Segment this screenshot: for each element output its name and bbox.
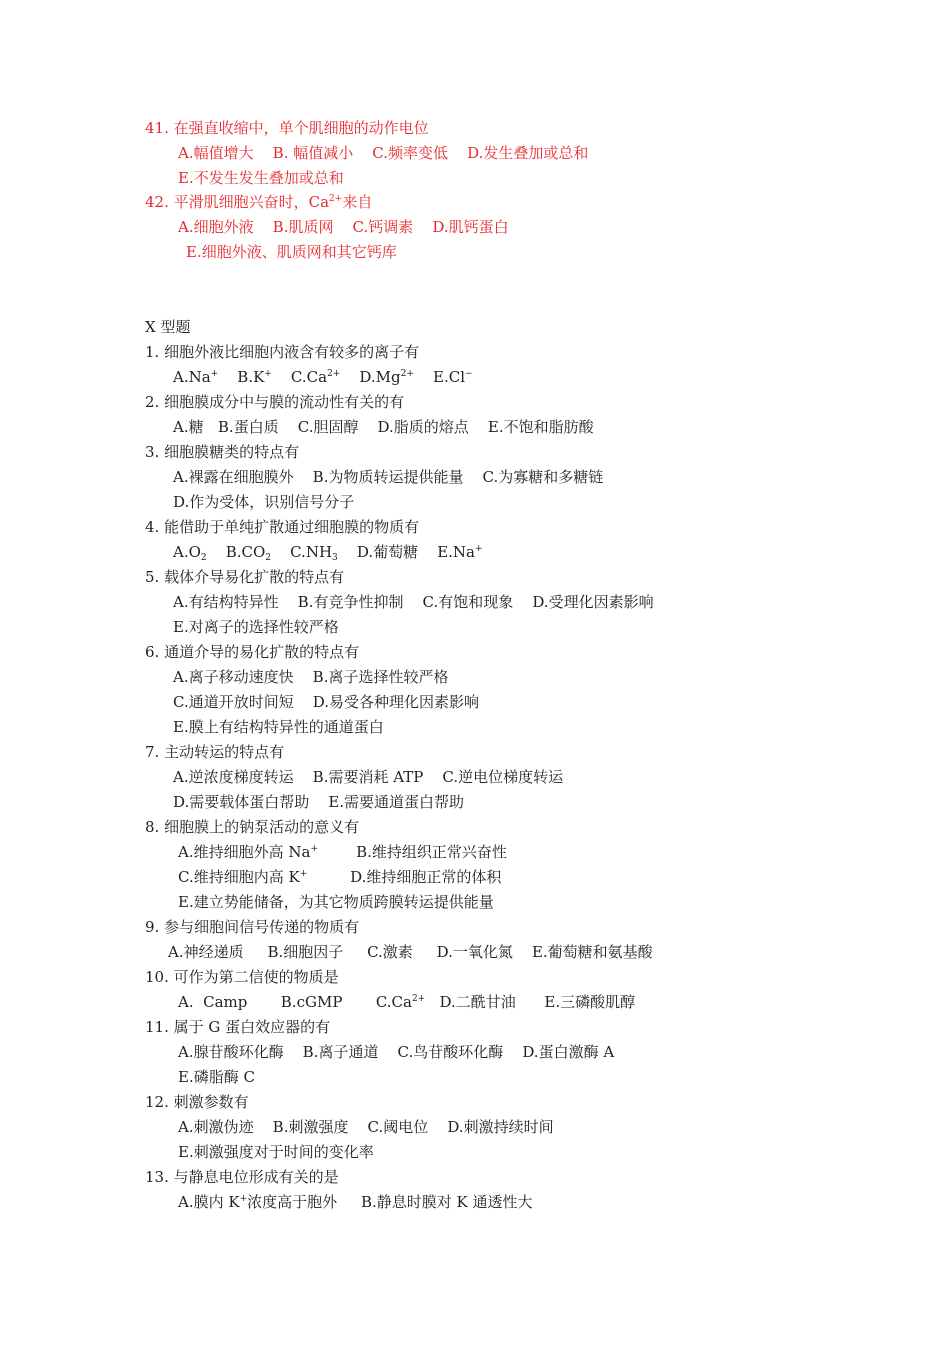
- question-7-options-de: D.需要载体蛋白帮助 E.需要通道蛋白帮助: [173, 793, 465, 811]
- question-9-stem: 9. 参与细胞间信号传递的物质有: [145, 918, 360, 936]
- question-41-options: A.幅值增大 B. 幅值减小 C.频率变低 D.发生叠加或总和: [178, 144, 589, 162]
- question-41-option-e: E.不发生发生叠加或总和: [178, 169, 344, 187]
- question-12-stem: 12. 刺激参数有: [145, 1093, 249, 1111]
- question-11-option-e: E.磷脂酶 C: [178, 1068, 255, 1086]
- question-3-stem: 3. 细胞膜糖类的特点有: [145, 443, 300, 461]
- question-1-options: A.Na+ B.K+ $C.Ca^{2+}$ $D.Mg^{2+}$ E.Cl−: [173, 368, 473, 386]
- question-3-options: A.裸露在细胞膜外 B.为物质转运提供能量 C.为寡糖和多糖链: [173, 468, 604, 486]
- question-42-options: A.细胞外液 B.肌质网 C.钙调素 D.肌钙蛋白: [178, 218, 509, 236]
- question-7-stem: 7. 主动转运的特点有: [145, 743, 285, 761]
- question-6-option-e: E.膜上有结构特异性的通道蛋白: [173, 718, 384, 736]
- question-1-stem: 1. 细胞外液比细胞内液含有较多的离子有: [145, 343, 420, 361]
- question-13-options: A.膜内 K+浓度高于胞外 B.静息时膜对 K 通透性大: [178, 1193, 533, 1211]
- question-6-stem: 6. 通道介导的易化扩散的特点有: [145, 643, 360, 661]
- question-7-options-abc: A.逆浓度梯度转运 B.需要消耗 ATP C.逆电位梯度转运: [173, 768, 564, 786]
- question-12-options: A.刺激伪迹 B.刺激强度 C.阈电位 D.刺激持续时间: [178, 1118, 554, 1136]
- section-title: X 型题: [145, 318, 191, 336]
- question-5-stem: 5. 载体介导易化扩散的特点有: [145, 568, 345, 586]
- question-8-options-ab: A.维持细胞外高 Na+ B.维持组织正常兴奋性: [178, 843, 507, 861]
- question-8-options-cd: C.维持细胞内高 K+ D.维持细胞正常的体积: [178, 868, 502, 886]
- question-41-stem: 41. 在强直收缩中，单个肌细胞的动作电位: [145, 119, 429, 137]
- question-42-stem: 42. 平滑肌细胞兴奋时，$Ca^{2+}$来自: [145, 193, 373, 211]
- question-9-options: A.神经递质 B.细胞因子 C.激素 D.一氧化氮 E.葡萄糖和氨基酸: [168, 943, 653, 961]
- question-4-options: $A.O_2$ $B.CO_2$ $C.NH_3$ D.葡萄糖 E.Na+: [173, 543, 483, 563]
- question-8-stem: 8. 细胞膜上的钠泵活动的意义有: [145, 818, 360, 836]
- question-2-options: A.糖 B.蛋白质 C.胆固醇 D.脂质的熔点 E.不饱和脂肪酸: [173, 418, 594, 436]
- question-6-options-cd: C.通道开放时间短 D.易受各种理化因素影响: [173, 693, 480, 711]
- question-4-stem: 4. 能借助于单纯扩散通过细胞膜的物质有: [145, 518, 420, 536]
- question-10-stem: 10. 可作为第二信使的物质是: [145, 968, 339, 986]
- question-6-options-ab: A.离子移动速度快 B.离子选择性较严格: [173, 668, 449, 686]
- question-2-stem: 2. 细胞膜成分中与膜的流动性有关的有: [145, 393, 405, 411]
- question-5-options: A.有结构特异性 B.有竞争性抑制 C.有饱和现象 D.受理化因素影响: [173, 593, 654, 611]
- question-11-stem: 11. 属于 G 蛋白效应器的有: [145, 1018, 331, 1036]
- question-5-option-e: E.对离子的选择性较严格: [173, 618, 339, 636]
- question-10-options: A. Camp B.cGMP $C.Ca^{2+}$ D.二酰甘油 E.三磷酸肌醇: [178, 993, 636, 1011]
- question-3-option-d: D.作为受体，识别信号分子: [173, 493, 355, 511]
- question-8-option-e: E.建立势能储备，为其它物质跨膜转运提供能量: [178, 893, 494, 911]
- question-12-option-e: E.刺激强度对于时间的变化率: [178, 1143, 374, 1161]
- question-11-options: A.腺苷酸环化酶 B.离子通道 C.鸟苷酸环化酶 D.蛋白激酶 A: [178, 1043, 615, 1061]
- question-42-option-e: E.细胞外液、肌质网和其它钙库: [186, 243, 397, 261]
- question-13-stem: 13. 与静息电位形成有关的是: [145, 1168, 339, 1186]
